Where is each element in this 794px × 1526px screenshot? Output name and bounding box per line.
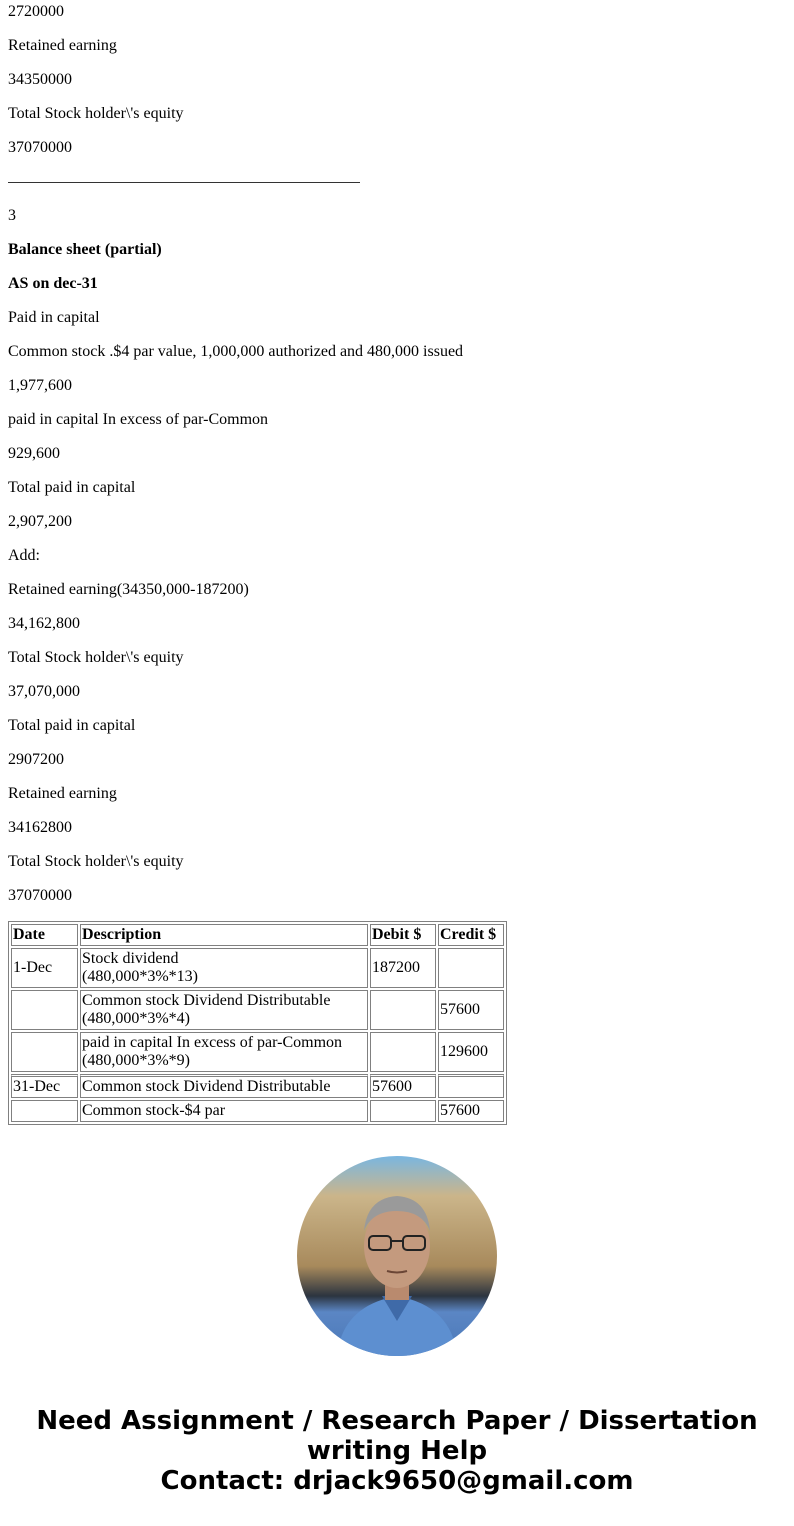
divider [8, 173, 786, 191]
text-line: 37070000 [8, 139, 72, 156]
journal-table [8, 921, 507, 1125]
text-line: 2907200 [8, 751, 64, 768]
text-line: Total Stock holder\'s equity [8, 649, 184, 666]
description-text: paid in capital In excess of par-Common [82, 1034, 343, 1051]
document-body [0, 3, 794, 1125]
section-number: 3 [8, 207, 16, 224]
description-text: Stock dividend [82, 950, 179, 967]
heading: AS on dec-31 [8, 275, 98, 292]
text-line: 929,600 [8, 445, 60, 462]
cell-description [80, 990, 368, 1030]
text-line: 34350000 [8, 71, 72, 88]
text-line: Common stock .$4 par value, 1,000,000 authorized and 480,000 issued [8, 343, 464, 360]
description-calc: (480,000*3%*4) [82, 1010, 190, 1027]
cell-credit [438, 948, 504, 988]
cell-description [80, 1032, 368, 1072]
text-line: Total Stock holder\'s equity [8, 853, 184, 870]
text-line: paid in capital In excess of par-Common [8, 411, 269, 428]
text-line: Add: [8, 547, 40, 564]
text-line: 37,070,000 [8, 683, 80, 700]
text-line: Retained earning [8, 785, 117, 802]
cell-credit: 57600 [438, 990, 504, 1030]
text-line: Retained earning [8, 37, 117, 54]
header-description: Description [80, 924, 368, 946]
table-row [11, 1074, 504, 1098]
cell-date: 31-Dec [11, 1074, 78, 1098]
text-line: 1,977,600 [8, 377, 72, 394]
cell-debit [370, 1032, 436, 1072]
text-line: Total paid in capital [8, 717, 136, 734]
cell-description: Common stock Dividend Distributable [80, 1074, 368, 1098]
description-calc: (480,000*3%*13) [82, 968, 198, 985]
table-row [11, 990, 504, 1030]
cell-date [11, 990, 78, 1030]
table-row [11, 1100, 504, 1122]
cell-debit: 187200 [370, 948, 436, 988]
text-line: 34,162,800 [8, 615, 80, 632]
cell-date [11, 1100, 78, 1122]
cell-credit: 57600 [438, 1100, 504, 1122]
contact-banner [0, 1406, 794, 1496]
description-text: Common stock Dividend Distributable [82, 992, 331, 1009]
contact-email: Contact: drjack9650@gmail.com [160, 1466, 634, 1496]
banner-line: Need Assignment / Research Paper / Dissertation [36, 1406, 758, 1436]
cell-credit [438, 1074, 504, 1098]
cell-credit: 129600 [438, 1032, 504, 1072]
text-line: 34162800 [8, 819, 72, 836]
text-line: 2,907,200 [8, 513, 72, 530]
table-row [11, 948, 504, 988]
text-line: 2720000 [8, 3, 64, 20]
cell-description: Common stock-$4 par [80, 1100, 368, 1122]
text-line: Total paid in capital [8, 479, 136, 496]
cell-debit: 57600 [370, 1074, 436, 1098]
heading: Balance sheet (partial) [8, 241, 162, 258]
text-line: Total Stock holder\'s equity [8, 105, 184, 122]
header-credit: Credit $ [438, 924, 504, 946]
section-subtitle [8, 275, 786, 293]
author-avatar [297, 1156, 497, 1356]
text-line: Retained earning(34350,000-187200) [8, 581, 249, 598]
header-debit: Debit $ [370, 924, 436, 946]
text-line: 37070000 [8, 887, 72, 904]
cell-debit [370, 990, 436, 1030]
section-title [8, 241, 786, 259]
text-line: Paid in capital [8, 309, 100, 326]
header-date: Date [11, 924, 78, 946]
cell-date: 1-Dec [11, 948, 78, 988]
cell-debit [370, 1100, 436, 1122]
cell-description [80, 948, 368, 988]
banner-line: writing Help [306, 1436, 488, 1466]
person-portrait-icon [297, 1156, 497, 1356]
cell-date [11, 1032, 78, 1072]
table-header-row [11, 924, 504, 946]
description-calc: (480,000*3%*9) [82, 1052, 190, 1069]
table-row [11, 1032, 504, 1072]
